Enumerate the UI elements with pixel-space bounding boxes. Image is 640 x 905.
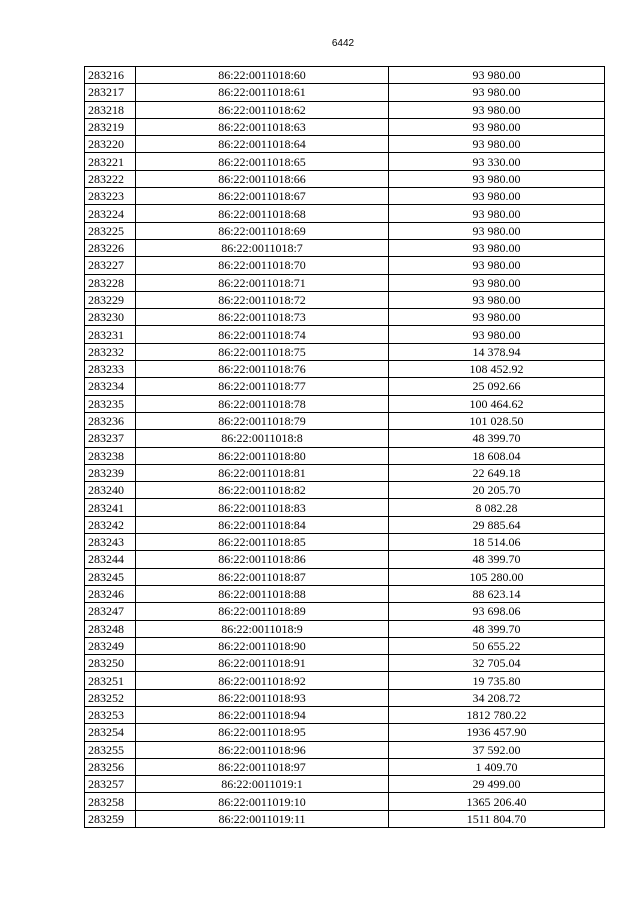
cadastral-number-cell: 86:22:0011018:67 bbox=[136, 188, 389, 205]
row-id-cell: 283216 bbox=[85, 67, 136, 84]
cadastral-number-cell: 86:22:0011018:77 bbox=[136, 378, 389, 395]
row-id-cell: 283249 bbox=[85, 637, 136, 654]
row-id-cell: 283228 bbox=[85, 274, 136, 291]
cadastral-number-cell: 86:22:0011018:7 bbox=[136, 239, 389, 256]
value-cell: 37 592.00 bbox=[389, 741, 605, 758]
value-cell: 19 735.80 bbox=[389, 672, 605, 689]
table-row bbox=[85, 188, 605, 205]
row-id-cell: 283247 bbox=[85, 603, 136, 620]
value-cell: 93 980.00 bbox=[389, 136, 605, 153]
row-id-cell: 283259 bbox=[85, 810, 136, 827]
cadastral-number-cell: 86:22:0011018:97 bbox=[136, 758, 389, 775]
row-id-cell: 283244 bbox=[85, 551, 136, 568]
row-id-cell: 283245 bbox=[85, 568, 136, 585]
value-cell: 88 623.14 bbox=[389, 585, 605, 602]
value-cell: 93 980.00 bbox=[389, 101, 605, 118]
row-id-cell: 283220 bbox=[85, 136, 136, 153]
table-row bbox=[85, 291, 605, 308]
table-row bbox=[85, 118, 605, 135]
table-row bbox=[85, 326, 605, 343]
table-row bbox=[85, 101, 605, 118]
row-id-cell: 283226 bbox=[85, 239, 136, 256]
row-id-cell: 283254 bbox=[85, 724, 136, 741]
row-id-cell: 283241 bbox=[85, 499, 136, 516]
cadastral-number-cell: 86:22:0011018:60 bbox=[136, 67, 389, 84]
cadastral-number-cell: 86:22:0011018:69 bbox=[136, 222, 389, 239]
value-cell: 32 705.04 bbox=[389, 655, 605, 672]
cadastral-number-cell: 86:22:0011018:68 bbox=[136, 205, 389, 222]
cadastral-number-cell: 86:22:0011018:85 bbox=[136, 534, 389, 551]
cadastral-number-cell: 86:22:0011018:62 bbox=[136, 101, 389, 118]
row-id-cell: 283234 bbox=[85, 378, 136, 395]
value-cell: 93 980.00 bbox=[389, 326, 605, 343]
table-row bbox=[85, 810, 605, 827]
cadastral-number-cell: 86:22:0011019:11 bbox=[136, 810, 389, 827]
value-cell: 93 980.00 bbox=[389, 309, 605, 326]
cadastral-number-cell: 86:22:0011018:61 bbox=[136, 84, 389, 101]
table-row bbox=[85, 551, 605, 568]
row-id-cell: 283250 bbox=[85, 655, 136, 672]
table-row bbox=[85, 637, 605, 654]
cadastral-number-cell: 86:22:0011018:8 bbox=[136, 430, 389, 447]
table-row bbox=[85, 534, 605, 551]
table-row bbox=[85, 776, 605, 793]
cadastral-number-cell: 86:22:0011018:71 bbox=[136, 274, 389, 291]
value-cell: 93 980.00 bbox=[389, 274, 605, 291]
row-id-cell: 283218 bbox=[85, 101, 136, 118]
cadastral-number-cell: 86:22:0011018:95 bbox=[136, 724, 389, 741]
cadastral-number-cell: 86:22:0011018:83 bbox=[136, 499, 389, 516]
row-id-cell: 283252 bbox=[85, 689, 136, 706]
cadastral-number-cell: 86:22:0011018:93 bbox=[136, 689, 389, 706]
row-id-cell: 283222 bbox=[85, 170, 136, 187]
cadastral-number-cell: 86:22:0011018:9 bbox=[136, 620, 389, 637]
table-row bbox=[85, 222, 605, 239]
row-id-cell: 283256 bbox=[85, 758, 136, 775]
value-cell: 93 980.00 bbox=[389, 291, 605, 308]
value-cell: 1 409.70 bbox=[389, 758, 605, 775]
value-cell: 48 399.70 bbox=[389, 620, 605, 637]
value-cell: 18 608.04 bbox=[389, 447, 605, 464]
table-row bbox=[85, 136, 605, 153]
row-id-cell: 283229 bbox=[85, 291, 136, 308]
row-id-cell: 283223 bbox=[85, 188, 136, 205]
cadastral-number-cell: 86:22:0011018:92 bbox=[136, 672, 389, 689]
value-cell: 25 092.66 bbox=[389, 378, 605, 395]
table-row bbox=[85, 257, 605, 274]
table-row bbox=[85, 741, 605, 758]
table-row bbox=[85, 447, 605, 464]
value-cell: 93 980.00 bbox=[389, 205, 605, 222]
value-cell: 14 378.94 bbox=[389, 343, 605, 360]
table-row bbox=[85, 499, 605, 516]
value-cell: 93 980.00 bbox=[389, 84, 605, 101]
value-cell: 8 082.28 bbox=[389, 499, 605, 516]
cadastral-number-cell: 86:22:0011018:80 bbox=[136, 447, 389, 464]
value-cell: 1936 457.90 bbox=[389, 724, 605, 741]
table-row bbox=[85, 585, 605, 602]
value-cell: 93 980.00 bbox=[389, 170, 605, 187]
row-id-cell: 283221 bbox=[85, 153, 136, 170]
cadastral-number-cell: 86:22:0011018:84 bbox=[136, 516, 389, 533]
cadastral-number-cell: 86:22:0011018:81 bbox=[136, 464, 389, 481]
cadastral-number-cell: 86:22:0011019:10 bbox=[136, 793, 389, 810]
value-cell: 93 980.00 bbox=[389, 188, 605, 205]
cadastral-number-cell: 86:22:0011018:63 bbox=[136, 118, 389, 135]
table-row bbox=[85, 689, 605, 706]
value-cell: 93 698.06 bbox=[389, 603, 605, 620]
row-id-cell: 283224 bbox=[85, 205, 136, 222]
cadastral-number-cell: 86:22:0011019:1 bbox=[136, 776, 389, 793]
value-cell: 48 399.70 bbox=[389, 430, 605, 447]
row-id-cell: 283246 bbox=[85, 585, 136, 602]
value-cell: 93 980.00 bbox=[389, 118, 605, 135]
value-cell: 100 464.62 bbox=[389, 395, 605, 412]
row-id-cell: 283242 bbox=[85, 516, 136, 533]
table-row bbox=[85, 170, 605, 187]
cadastral-number-cell: 86:22:0011018:78 bbox=[136, 395, 389, 412]
table-row bbox=[85, 482, 605, 499]
value-cell: 34 208.72 bbox=[389, 689, 605, 706]
cadastral-number-cell: 86:22:0011018:96 bbox=[136, 741, 389, 758]
row-id-cell: 283240 bbox=[85, 482, 136, 499]
value-cell: 93 980.00 bbox=[389, 67, 605, 84]
row-id-cell: 283219 bbox=[85, 118, 136, 135]
cadastral-number-cell: 86:22:0011018:72 bbox=[136, 291, 389, 308]
table-body bbox=[85, 67, 605, 828]
value-cell: 93 980.00 bbox=[389, 239, 605, 256]
value-cell: 1812 780.22 bbox=[389, 706, 605, 723]
value-cell: 22 649.18 bbox=[389, 464, 605, 481]
row-id-cell: 283236 bbox=[85, 412, 136, 429]
table-row bbox=[85, 793, 605, 810]
row-id-cell: 283232 bbox=[85, 343, 136, 360]
row-id-cell: 283217 bbox=[85, 84, 136, 101]
cadastral-number-cell: 86:22:0011018:79 bbox=[136, 412, 389, 429]
value-cell: 93 980.00 bbox=[389, 222, 605, 239]
row-id-cell: 283253 bbox=[85, 706, 136, 723]
table-row bbox=[85, 603, 605, 620]
value-cell: 1511 804.70 bbox=[389, 810, 605, 827]
cadastral-number-cell: 86:22:0011018:88 bbox=[136, 585, 389, 602]
table-row bbox=[85, 724, 605, 741]
table-row bbox=[85, 464, 605, 481]
table-row bbox=[85, 672, 605, 689]
table-row bbox=[85, 67, 605, 84]
row-id-cell: 283239 bbox=[85, 464, 136, 481]
row-id-cell: 283231 bbox=[85, 326, 136, 343]
value-cell: 93 330.00 bbox=[389, 153, 605, 170]
value-cell: 20 205.70 bbox=[389, 482, 605, 499]
table-row bbox=[85, 309, 605, 326]
row-id-cell: 283251 bbox=[85, 672, 136, 689]
cadastral-number-cell: 86:22:0011018:74 bbox=[136, 326, 389, 343]
cadastral-number-cell: 86:22:0011018:82 bbox=[136, 482, 389, 499]
row-id-cell: 283227 bbox=[85, 257, 136, 274]
table-row bbox=[85, 706, 605, 723]
table-row bbox=[85, 395, 605, 412]
cadastral-number-cell: 86:22:0011018:76 bbox=[136, 361, 389, 378]
cadastral-number-cell: 86:22:0011018:66 bbox=[136, 170, 389, 187]
table-row bbox=[85, 430, 605, 447]
table-row bbox=[85, 412, 605, 429]
table-row bbox=[85, 655, 605, 672]
row-id-cell: 283235 bbox=[85, 395, 136, 412]
value-cell: 101 028.50 bbox=[389, 412, 605, 429]
table-row bbox=[85, 378, 605, 395]
row-id-cell: 283255 bbox=[85, 741, 136, 758]
cadastral-number-cell: 86:22:0011018:94 bbox=[136, 706, 389, 723]
row-id-cell: 283233 bbox=[85, 361, 136, 378]
row-id-cell: 283257 bbox=[85, 776, 136, 793]
value-cell: 93 980.00 bbox=[389, 257, 605, 274]
row-id-cell: 283230 bbox=[85, 309, 136, 326]
row-id-cell: 283258 bbox=[85, 793, 136, 810]
cadastral-number-cell: 86:22:0011018:70 bbox=[136, 257, 389, 274]
cadastral-number-cell: 86:22:0011018:65 bbox=[136, 153, 389, 170]
table-row bbox=[85, 568, 605, 585]
cadastral-number-cell: 86:22:0011018:64 bbox=[136, 136, 389, 153]
value-cell: 105 280.00 bbox=[389, 568, 605, 585]
cadastral-number-cell: 86:22:0011018:75 bbox=[136, 343, 389, 360]
value-cell: 29 499.00 bbox=[389, 776, 605, 793]
value-cell: 1365 206.40 bbox=[389, 793, 605, 810]
table-row bbox=[85, 516, 605, 533]
page-number: 6442 bbox=[331, 38, 355, 49]
table-row bbox=[85, 153, 605, 170]
table-row bbox=[85, 239, 605, 256]
cadastral-number-cell: 86:22:0011018:91 bbox=[136, 655, 389, 672]
table-row bbox=[85, 343, 605, 360]
cadastral-number-cell: 86:22:0011018:89 bbox=[136, 603, 389, 620]
data-table bbox=[84, 66, 605, 828]
table-row bbox=[85, 84, 605, 101]
table-row bbox=[85, 620, 605, 637]
row-id-cell: 283225 bbox=[85, 222, 136, 239]
row-id-cell: 283248 bbox=[85, 620, 136, 637]
cadastral-number-cell: 86:22:0011018:90 bbox=[136, 637, 389, 654]
value-cell: 48 399.70 bbox=[389, 551, 605, 568]
table-row bbox=[85, 361, 605, 378]
row-id-cell: 283243 bbox=[85, 534, 136, 551]
row-id-cell: 283237 bbox=[85, 430, 136, 447]
cadastral-number-cell: 86:22:0011018:86 bbox=[136, 551, 389, 568]
value-cell: 18 514.06 bbox=[389, 534, 605, 551]
cadastral-number-cell: 86:22:0011018:87 bbox=[136, 568, 389, 585]
row-id-cell: 283238 bbox=[85, 447, 136, 464]
value-cell: 50 655.22 bbox=[389, 637, 605, 654]
value-cell: 108 452.92 bbox=[389, 361, 605, 378]
table-row bbox=[85, 274, 605, 291]
value-cell: 29 885.64 bbox=[389, 516, 605, 533]
table-row bbox=[85, 205, 605, 222]
table-row bbox=[85, 758, 605, 775]
cadastral-number-cell: 86:22:0011018:73 bbox=[136, 309, 389, 326]
